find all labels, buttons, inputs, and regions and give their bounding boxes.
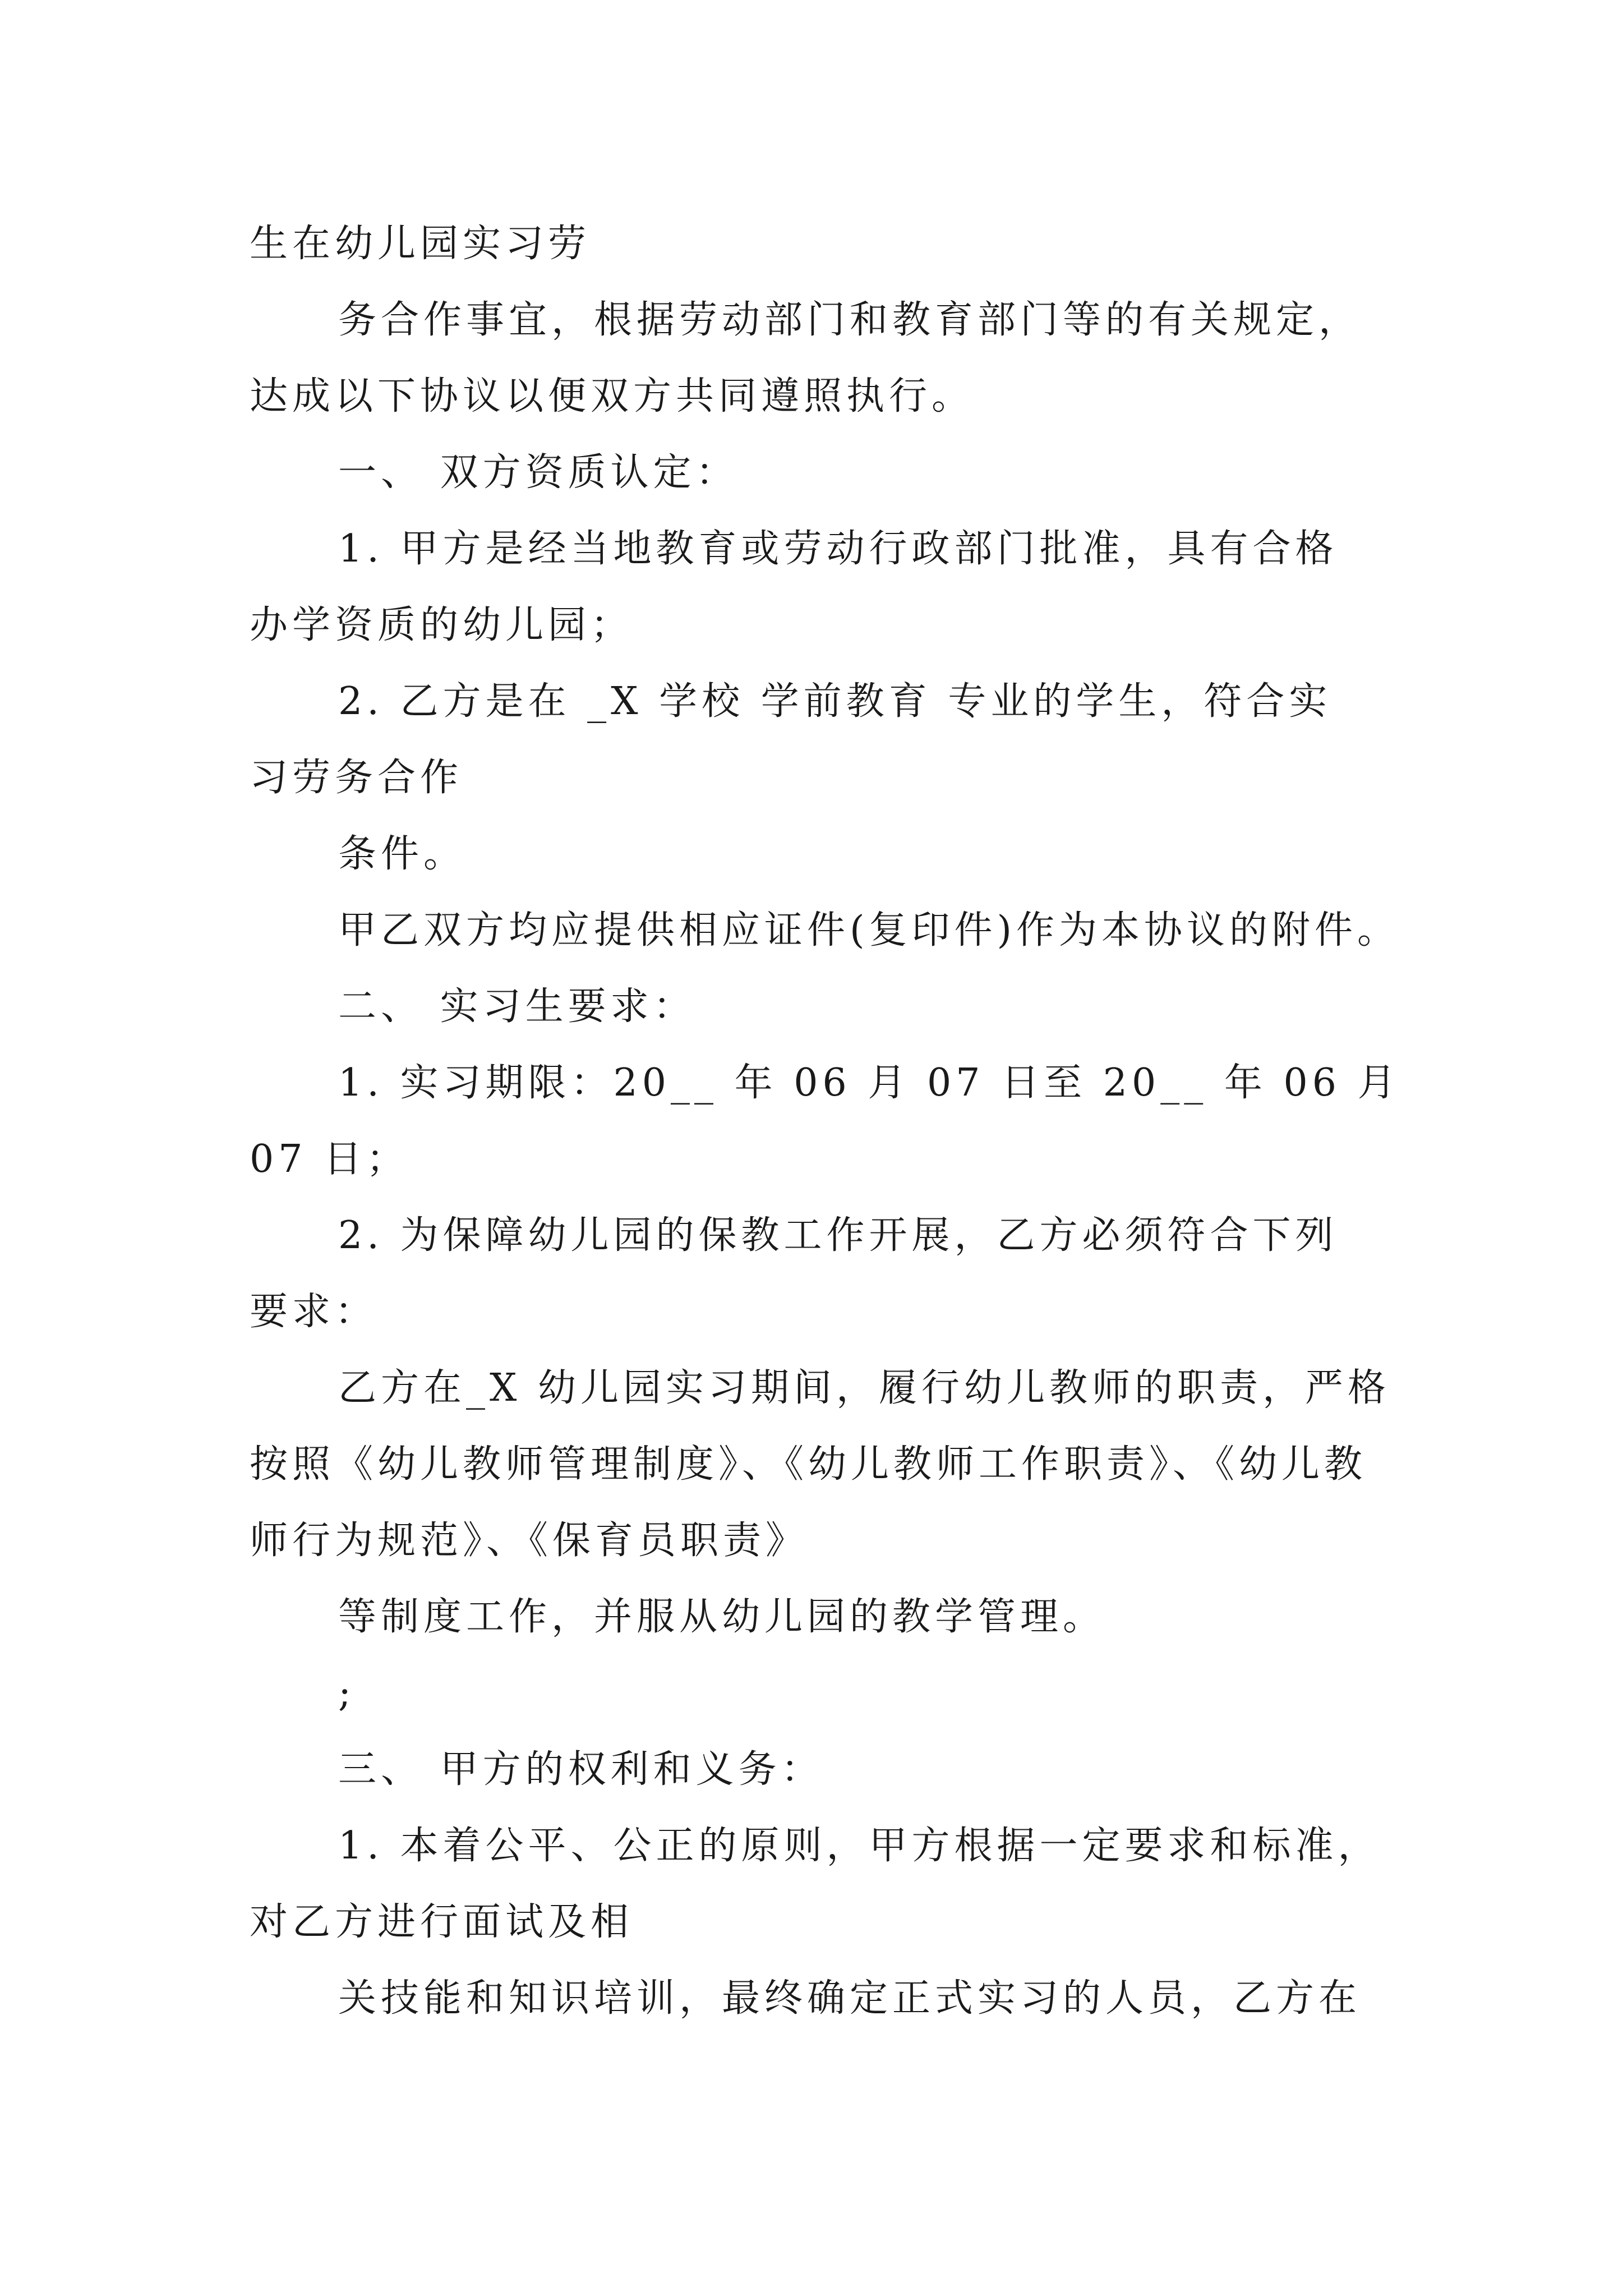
- text-line: 习劳务合作: [250, 756, 463, 800]
- section-heading: 二、 实习生要求：: [338, 984, 696, 1029]
- text-line: 师行为规范》、《保育员职责》: [250, 1519, 809, 1563]
- section-heading: 三、 甲方的权利和义务：: [338, 1747, 824, 1792]
- text-line: 2. 乙方是在 _X 学校 学前教育 专业的学生，符合实: [338, 679, 1332, 724]
- text-line: 07 日；: [250, 1137, 409, 1181]
- text-line: 1. 本着公平、公正的原则，甲方根据一定要求和标准，: [338, 1824, 1381, 1868]
- text-line: 务合作事宜，根据劳动部门和教育部门等的有关规定，: [338, 298, 1362, 342]
- text-line: 关技能和知识培训，最终确定正式实习的人员，乙方在: [338, 1976, 1362, 2021]
- text-line: 1. 甲方是经当地教育或劳动行政部门批准，具有合格: [338, 527, 1338, 571]
- text-line: 等制度工作，并服从幼儿园的教学管理。: [338, 1595, 1106, 1639]
- text-line: 办学资质的幼儿园；: [250, 603, 634, 647]
- text-line: 1. 实习期限：20__ 年 06 月 07 日至 20__ 年 06 月: [338, 1061, 1400, 1105]
- text-line: 乙方在_X 幼儿园实习期间，履行幼儿教师的职责，严格: [338, 1366, 1391, 1410]
- text-line: 达成以下协议以便双方共同遵照执行。: [250, 374, 975, 418]
- text-line: 要求：: [250, 1290, 378, 1334]
- text-line: ;: [338, 1671, 356, 1715]
- text-line: 对乙方进行面试及相: [250, 1900, 634, 1944]
- text-line: 生在幼儿园实习劳: [250, 222, 591, 266]
- text-line: 条件。: [338, 832, 467, 876]
- text-line: 按照《幼儿教师管理制度》、《幼儿教师工作职责》、《幼儿教: [250, 1442, 1367, 1487]
- text-line: 2. 为保障幼儿园的保教工作开展，乙方必须符合下列: [338, 1213, 1338, 1258]
- section-heading: 一、 双方资质认定：: [338, 450, 739, 495]
- text-line: 甲乙双方均应提供相应证件(复印件)作为本协议的附件。: [338, 908, 1400, 953]
